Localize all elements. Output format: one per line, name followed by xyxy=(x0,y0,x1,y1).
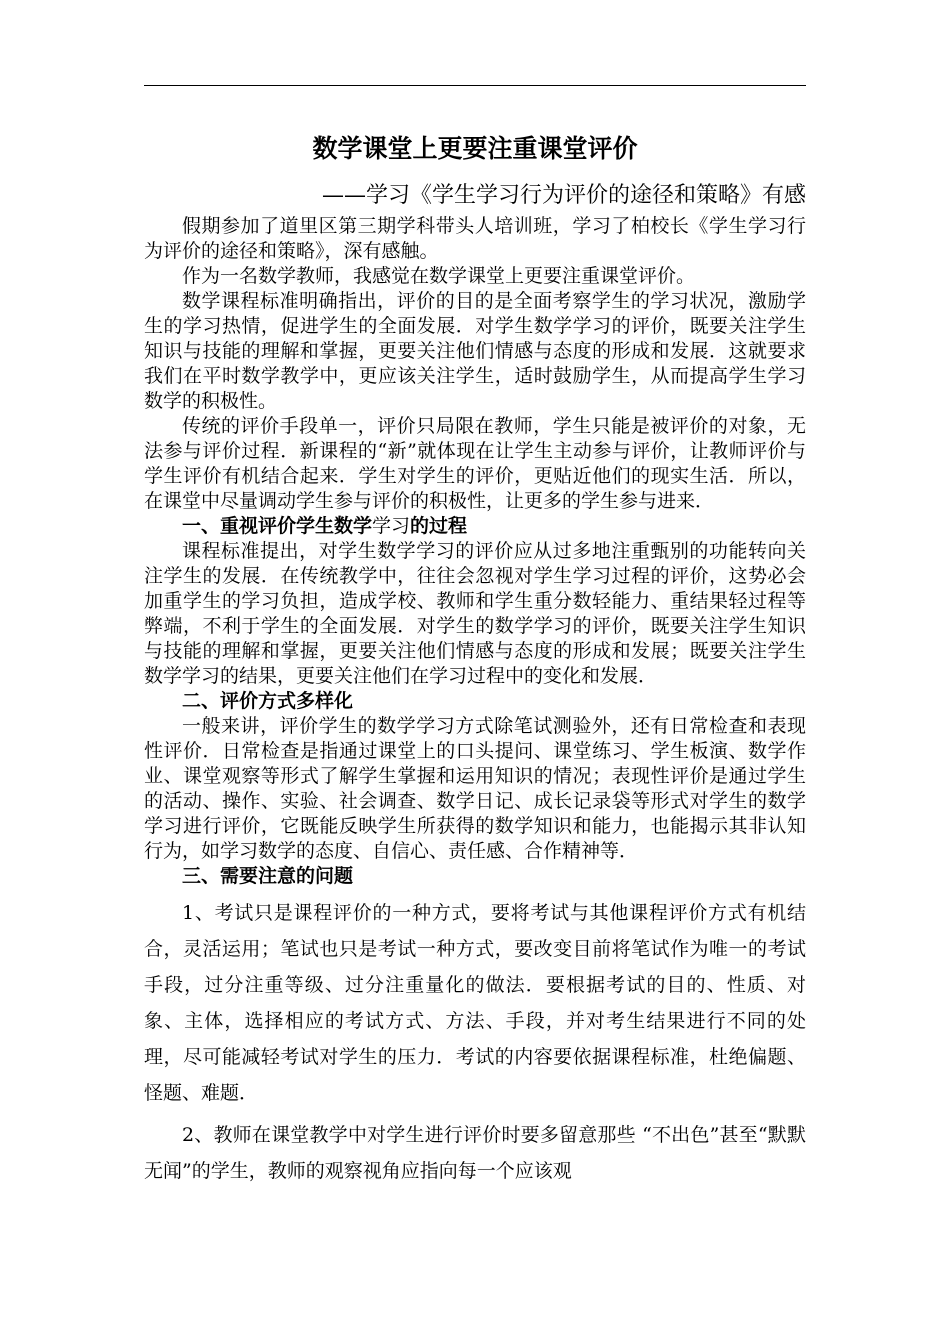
section-3-heading: 三、需要注意的问题 xyxy=(182,865,354,887)
section-1-heading-tail: 的过程 xyxy=(410,515,468,537)
section-1-heading-bold: 一、重视评价学生数学 xyxy=(182,515,373,537)
section-1-body: 课程标准提出，对学生数学学习的评价应从过多地注重甄别的功能转向关注学生的发展．在传统教学中，往往会忽视对学生学习过程的评价，这势必会加重学生的学习负担，造成学校、教师和学生重分数轻能力、重结果轻过程等弊端，不利于学生的全面发展．对学生的数学学习的评价，既要关注学生知识与技能的理解和掌握，更要关注他们情感与态度的形成和发展；既要关注学生数学学习的结果，更要关注他们在学习过程中的变化和发展． xyxy=(144,540,806,687)
section-2-body: 一般来讲，评价学生的数学学习方式除笔试测验外，还有日常检查和表现性评价．日常检查是指通过课堂上的口头提问、课堂练习、学生板演、数学作业、课堂观察等形式了解学生掌握和运用知识的情况；表现性评价是通过学生的活动、操作、实验、社会调查、数学日记、成长记录袋等形式对学生的数学学习进行评价，它既能反映学生所获得的数学知识和能力，也能揭示其非认知行为，如学习数学的态度、自信心、责任感、合作精神等． xyxy=(144,715,806,862)
document-body xyxy=(144,128,806,1189)
section-1-heading xyxy=(144,514,806,539)
header-rule xyxy=(144,85,806,86)
paragraph-1: 假期参加了道里区第三期学科带头人培训班，学习了柏校长《学生学习行为评价的途径和策略》，深有感触。 xyxy=(144,215,806,262)
document-subtitle: ——学习《学生学习行为评价的途径和策略》有感 xyxy=(321,183,806,208)
section-3-item-2: 2、教师在课堂教学中对学生进行评价时要多留意那些 “不出色”甚至“默默无闻”的学生，教师的观察视角应指向每一个应该观 xyxy=(144,1124,806,1182)
section-3-item-1-rest: 笔试也只是考试一种方式，要改变目前将笔试作为唯一的考试手段，过分注重等级、过分注重量化的做法．要根据考试的目的、性质、对象、主体，选择相应的考试方式、方法、手段，并对考生结果进行不同的处理，尽可能减轻考试对学生的压力．考试的内容要依据课程标准，杜绝偏题、怪题、难题． xyxy=(144,938,806,1104)
section-2-heading: 二、评价方式多样化 xyxy=(182,690,354,712)
paragraph-2: 作为一名数学教师，我感觉在数学课堂上更要注重课堂评价。 xyxy=(182,265,696,287)
paragraph-4: 传统的评价手段单一，评价只局限在教师，学生只能是被评价的对象，无法参与评价过程．新课程的“新”就体现在让学生主动参与评价，让教师评价与学生评价有机结合起来．学生对学生的评价，更贴近他们的现实生活．所以，在课堂中尽量调动学生参与评价的积极性，让更多的学生参与进来． xyxy=(144,415,806,512)
section-1-heading-normal: 学习 xyxy=(372,515,411,537)
document-title: 数学课堂上更要注重课堂评价 xyxy=(312,134,638,163)
section-3-item-1-first: 1、考试只是课程评价的一种方式，要将考试与其他课程评价方式有机结合，灵活运用； xyxy=(144,902,806,960)
section-3-item-1 xyxy=(144,895,806,1111)
paragraph-3: 数学课程标准明确指出，评价的目的是全面考察学生的学习状况，激励学生的学习热情，促进学生的全面发展．对学生数学学习的评价，既要关注学生知识与技能的理解和掌握，更要关注他们情感与态度的形成和发展．这就要求我们在平时数学教学中，更应该关注学生，适时鼓励学生，从而提高学生学习数学的积极性。 xyxy=(144,290,806,412)
